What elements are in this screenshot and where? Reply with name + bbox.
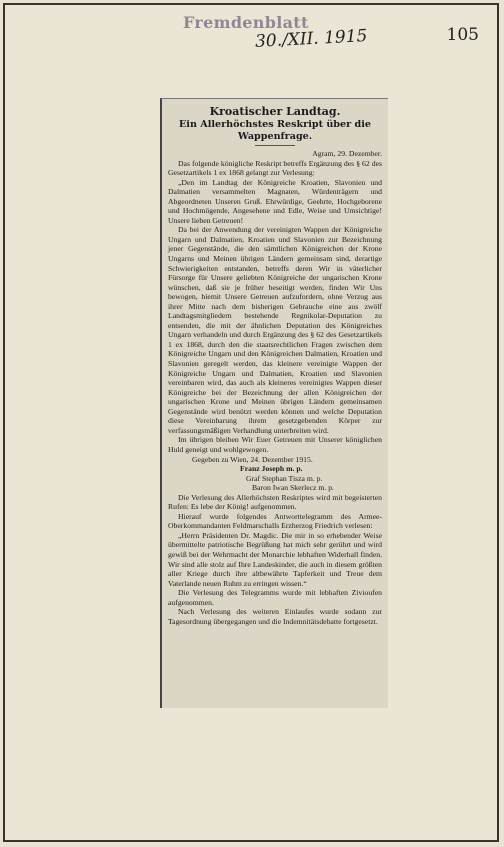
article-subtitle: Ein Allerhöchstes Reskript über die Wappenfrage. [179,119,371,142]
article-telegram: „Herrn Präsidenten Dr. Magdic. Die mir in so erhebender Weise übermittelte patriotische Begrüßung hat mich sehr gerührt und wird gewiß bei der Wehrmacht der Monarchie lebhaften Widerhall finden. Wir sind alle stolz auf Ihre Landeskinder, die auch in diesem größten aller Kriege durch ihre altbewährte Tapferkeit und Treue dem Vaterlande neuen Ruhm zu erringen wissen.“ [168,530,382,588]
signature-tisza: Graf Stephan Tisza m. p. [246,473,323,483]
signature-skerlecz: Baron Iwan Skerlecz m. p. [252,483,334,493]
article-paragraph: Nach Verlesung des weiteren Einlaufes wurde sodann zur Tagesordnung übergegangen und die Indemnitätsdebatte fortgesetzt. [168,607,382,626]
title-divider [255,145,295,146]
article-paragraph: Die Verlesung des Allerhöchsten Reskriptes wird mit begeisterten Rufen: Es lebe der König! aufgenommen. [168,492,382,512]
article-given: Gegeben zu Wien, 24. Dezember 1915. [192,454,313,464]
article-intro: Das folgende königliche Reskript betreffs Ergänzung des § 62 des Gesetzartikels 1 ex 1868 gelangt zur Verlesung: [168,158,382,178]
newspaper-stamp: Fremdenblatt [183,13,309,32]
article-address: „Den im Landtag der Königreiche Kroatien, Slavonien und Dalmatien versammelten Magnaten, Würdenträgern und Abgeordneten Unseren Gruß. Ehrwürdige, Geehrte, Hochgeborene und Hochmögende, Angesehene und Edle, Weise und Umsichtige! Unsere lieben Getreuen! [168,177,382,225]
handwritten-date: 30./XII. 1915 [254,26,368,52]
page-number: 105 [446,25,479,45]
article-dateline: Agram, 29. Dezember. [312,149,382,158]
article-paragraph: Die Verlesung des Telegramms wurde mit lebhaften Zivioufen aufgenommen. [168,588,382,607]
signature-emperor: Franz Joseph m. p. [240,464,303,474]
article-paragraph: Hierauf wurde folgendes Antworttelegramm des Armee-Oberkommandanten Feldmarschalls Erzherzog Friedrich verlesen: [168,511,382,531]
article-closing: Im übrigen bleiben Wir Euer Getreuen mit Unserer königlichen Huld geneigt und wohlgewogen. [168,435,382,454]
article-body: Da bei der Anwendung der vereinigten Wappen der Königreiche Ungarn und Dalmatien, Kroatien und Slavonien zur Bezeichnung jener Gegenstände, die den sämtlichen Königreichen der Krone Ungarns und Meinen übrigen Ländern gemeinsam sind, derartige Schwierigkeiten entstanden, betreffs deren Wir in väterlicher Fürsorge für Unsere geliebten Königreiche der ungarischen Krone wünschen, daß sie je früher beseitigt werden, finden Wir Uns bewogen, hiemit Unsere Getreuen aufzufordern, ohne Verzug aus ihrer Mitte nach dem bisherigen Gebrauche eine aus zwölf Landtagsmitgliedern bestehende Regnikolar-Deputation zu entsenden, die mit der ähnlichen Deputation des Königreiches Ungarn verhandeln und durch Ergänzung des § 62 des Gesetzartikels 1 ex 1868, durch den die staatsrechtlichen Fragen zwischen dem Königreiche Ungarn und den Königreichen Dalmatien, Kroatien und Slavonien geregelt werden, das kleinere vereinigte Wappen der Königreiche Ungarn und Dalmatien, Kroatien und Slavonien vereinbaren wird, das auch als kleineres vereinigtes Wappen dieser Königreiche bei der Bezeichnung der allen Königreichen der ungarischen Krone und Meinen übrigen Ländern gemeinsamen Gegenstände wird benützt werden können und welche Deputation diese Vereinbarung ihrem gesetzgebenden Körper zur verfassungsmäßigen Verhandlung unterbreiten wird. [168,225,382,435]
article-title: Kroatischer Landtag. [209,105,341,118]
newspaper-clipping [160,98,388,708]
